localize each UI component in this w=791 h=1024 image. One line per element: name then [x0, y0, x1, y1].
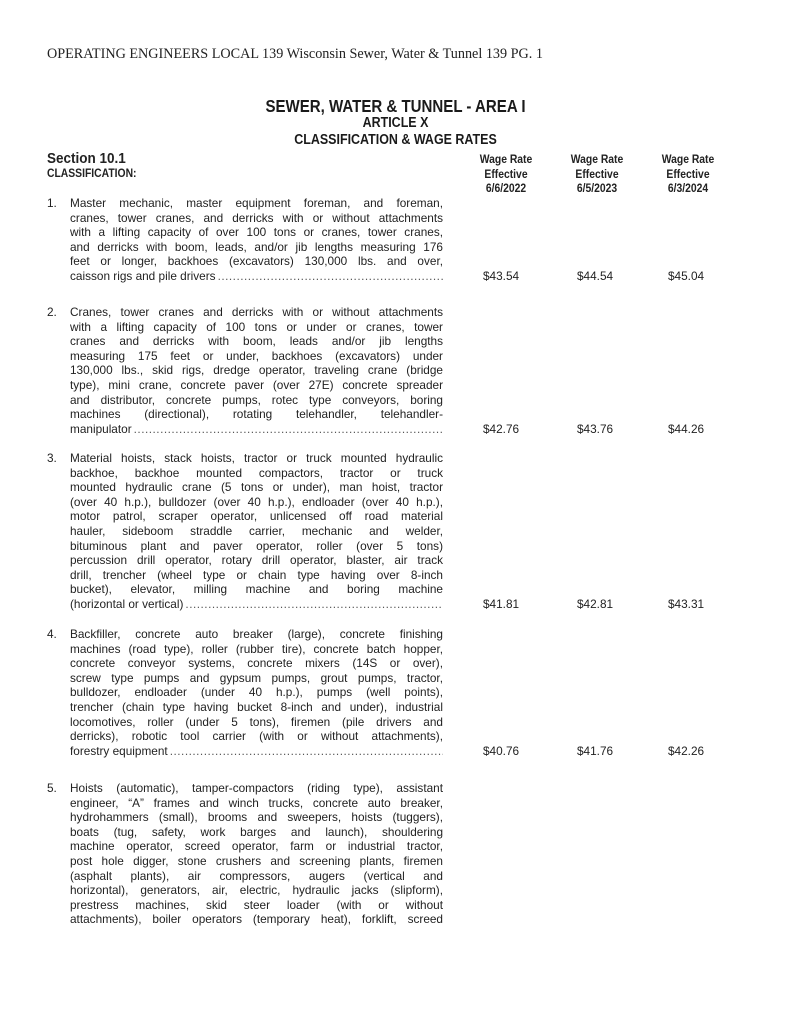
- classification-label: CLASSIFICATION:: [47, 168, 137, 180]
- item-description: [70, 451, 443, 612]
- description-line: percussion drill operator, rotary drill operator, blaster, air track: [70, 553, 443, 568]
- description-line: machines (road type), roller (rubber tire), concrete batch hopper,: [70, 641, 443, 656]
- description-line: hauler, sideboom straddle carrier, mechanic and welder,: [70, 523, 443, 538]
- description-last-line: [70, 597, 443, 612]
- wage-rate-6-6-2022: $43.54: [483, 269, 520, 283]
- description-last-line: [70, 269, 443, 284]
- wage-rate-6-3-2024: $45.04: [668, 269, 705, 283]
- item-number: 1.: [47, 196, 57, 210]
- description-line: with a lifting capacity of 100 tons or under or cranes, tower: [70, 319, 443, 334]
- description-line: (asphalt plants), air compressors, augers (vertical and: [70, 868, 443, 883]
- column-header-2023: [561, 153, 633, 197]
- description-line: bulldozer, endloader (under 40 h.p.), pumps (well points),: [70, 685, 443, 700]
- description-line: machine operator, screed operator, farm or industrial tractor,: [70, 839, 443, 854]
- description-line: measuring 175 feet or under, backhoes (excavators) under: [70, 348, 443, 363]
- wage-rate-6-5-2023: $42.81: [577, 597, 614, 611]
- description-line: cranes, tower cranes, and derricks with or without attachments: [70, 210, 443, 225]
- description-line: 130,000 lbs., skid rigs, dredge operator, traveling crane (bridge: [70, 363, 443, 378]
- wage-rate-6-3-2024: $43.31: [668, 597, 705, 611]
- wage-rate-6-5-2023: $43.76: [577, 421, 614, 436]
- column-header-line1: Wage Rate: [570, 154, 624, 166]
- description-line: screw type pumps and gypsum pumps, grout pumps, tractor,: [70, 670, 443, 685]
- item-description: [70, 627, 443, 758]
- description-line: type), mini crane, concrete paver (over 27E) concrete spreader: [70, 377, 443, 392]
- description-line: hydrohammers (small), brooms and sweepers, hoists (tuggers),: [70, 810, 443, 825]
- wage-rate-6-3-2024: $42.26: [668, 743, 705, 758]
- article-heading: ARTICLE X: [362, 115, 429, 131]
- description-line: (horizontal or vertical): [70, 596, 184, 611]
- wage-rate-6-6-2022: $41.81: [483, 597, 520, 611]
- description-line: bituminous plant and paver operator, roller (over 5 tons): [70, 538, 443, 553]
- description-line: motor patrol, scraper operator, unlicensed off road material: [70, 509, 443, 524]
- description-line: Material hoists, stack hoists, tractor or truck mounted hydraulic: [70, 451, 443, 465]
- description-line: bucket), elevator, milling machine and boring machine: [70, 582, 443, 597]
- item-number: 4.: [47, 627, 57, 641]
- description-line: machines (directional), rotating telehandler, telehandler-: [70, 407, 443, 422]
- description-line: caisson rigs and pile drivers: [70, 268, 216, 283]
- column-header-line1: Wage Rate: [661, 154, 715, 166]
- description-line: prestress machines, skid steer loader (with or without: [70, 897, 443, 912]
- description-last-line: [70, 744, 443, 759]
- description-line: and distributor, concrete pumps, rotec type conveyors, boring: [70, 392, 443, 407]
- column-header-line2: Effective: [575, 168, 619, 181]
- subtitle-heading: CLASSIFICATION & WAGE RATES: [294, 132, 497, 148]
- document-title: SEWER, WATER & TUNNEL - AREA I: [265, 96, 526, 116]
- column-header-line1: Wage Rate: [479, 154, 533, 166]
- column-header-2022: [470, 153, 542, 197]
- section-heading: Section 10.1: [47, 150, 126, 167]
- column-header-line2: Effective: [484, 168, 528, 181]
- description-line: locomotives, roller (under 5 tons), firemen (pile drivers and: [70, 714, 443, 729]
- description-line: (over 40 h.p.), bulldozer (over 40 h.p.), endloader (over 40 h.p.),: [70, 494, 443, 509]
- description-line: Cranes, tower cranes and derricks with or without attachments: [70, 305, 443, 319]
- item-description: [70, 781, 443, 927]
- leader-dots: [134, 422, 443, 437]
- column-header-date: 6/3/2024: [667, 183, 709, 195]
- description-line: post hole digger, stone crushers and screening plants, firemen: [70, 853, 443, 868]
- leader-dots: [218, 269, 443, 284]
- item-description: [70, 305, 443, 436]
- description-line: Backfiller, concrete auto breaker (large), concrete finishing: [70, 627, 443, 641]
- wage-rate-6-6-2022: $42.76: [483, 421, 520, 436]
- description-line: Hoists (automatic), tamper-compactors (riding type), assistant: [70, 781, 443, 795]
- description-line: engineer, “A” frames and winch trucks, concrete auto breaker,: [70, 795, 443, 810]
- description-line: Master mechanic, master equipment foreman, and foreman,: [70, 196, 443, 210]
- description-line: horizontal), generators, air, electric, hydraulic jacks (slipform),: [70, 883, 443, 898]
- description-line: derricks), robotic tool carrier (with or without attachments),: [70, 729, 443, 744]
- description-line: and derricks with boom, leads, and/or jib lengths measuring 176: [70, 239, 443, 254]
- item-number: 3.: [47, 451, 57, 465]
- wage-rate-6-5-2023: $44.54: [577, 269, 614, 283]
- description-line: manipulator: [70, 421, 132, 436]
- description-line: concrete conveyor systems, concrete mixers (14S or over),: [70, 656, 443, 671]
- description-last-line: [70, 422, 443, 437]
- wage-rate-6-5-2023: $41.76: [577, 743, 614, 758]
- item-number: 2.: [47, 305, 57, 319]
- column-header-line2: Effective: [666, 168, 710, 181]
- wage-rate-6-6-2022: $40.76: [483, 743, 520, 758]
- description-line: mounted hydraulic crane (5 tons or under), man hoist, tractor: [70, 480, 443, 495]
- column-header-2024: [652, 153, 724, 197]
- item-number: 5.: [47, 781, 57, 795]
- leader-dots: [185, 597, 443, 612]
- description-line: trencher (chain type having bucket 8-inch and under), industrial: [70, 699, 443, 714]
- wage-rate-6-3-2024: $44.26: [668, 421, 705, 436]
- description-line: forestry equipment: [70, 743, 168, 758]
- description-line: attachments), boiler operators (temporary heat), forklift, screed: [70, 912, 443, 927]
- description-line: feet or longer, backhoes (excavators) 130,000 lbs. and over,: [70, 254, 443, 269]
- description-line: with a lifting capacity of over 100 tons or cranes, tower cranes,: [70, 225, 443, 240]
- description-line: boats (tug, safety, work barges and launch), shouldering: [70, 824, 443, 839]
- description-line: cranes and derricks with boom, leads and/or jib lengths: [70, 334, 443, 349]
- column-header-date: 6/6/2022: [485, 183, 527, 195]
- column-header-date: 6/5/2023: [576, 183, 618, 195]
- item-description: [70, 196, 443, 284]
- description-line: drill, trencher (wheel type or chain type having over 8-inch: [70, 567, 443, 582]
- leader-dots: [170, 744, 443, 759]
- page-header: OPERATING ENGINEERS LOCAL 139 Wisconsin Sewer, Water & Tunnel 139 PG. 1: [47, 46, 543, 62]
- description-line: backhoe, backhoe mounted compactors, tractor or truck: [70, 465, 443, 480]
